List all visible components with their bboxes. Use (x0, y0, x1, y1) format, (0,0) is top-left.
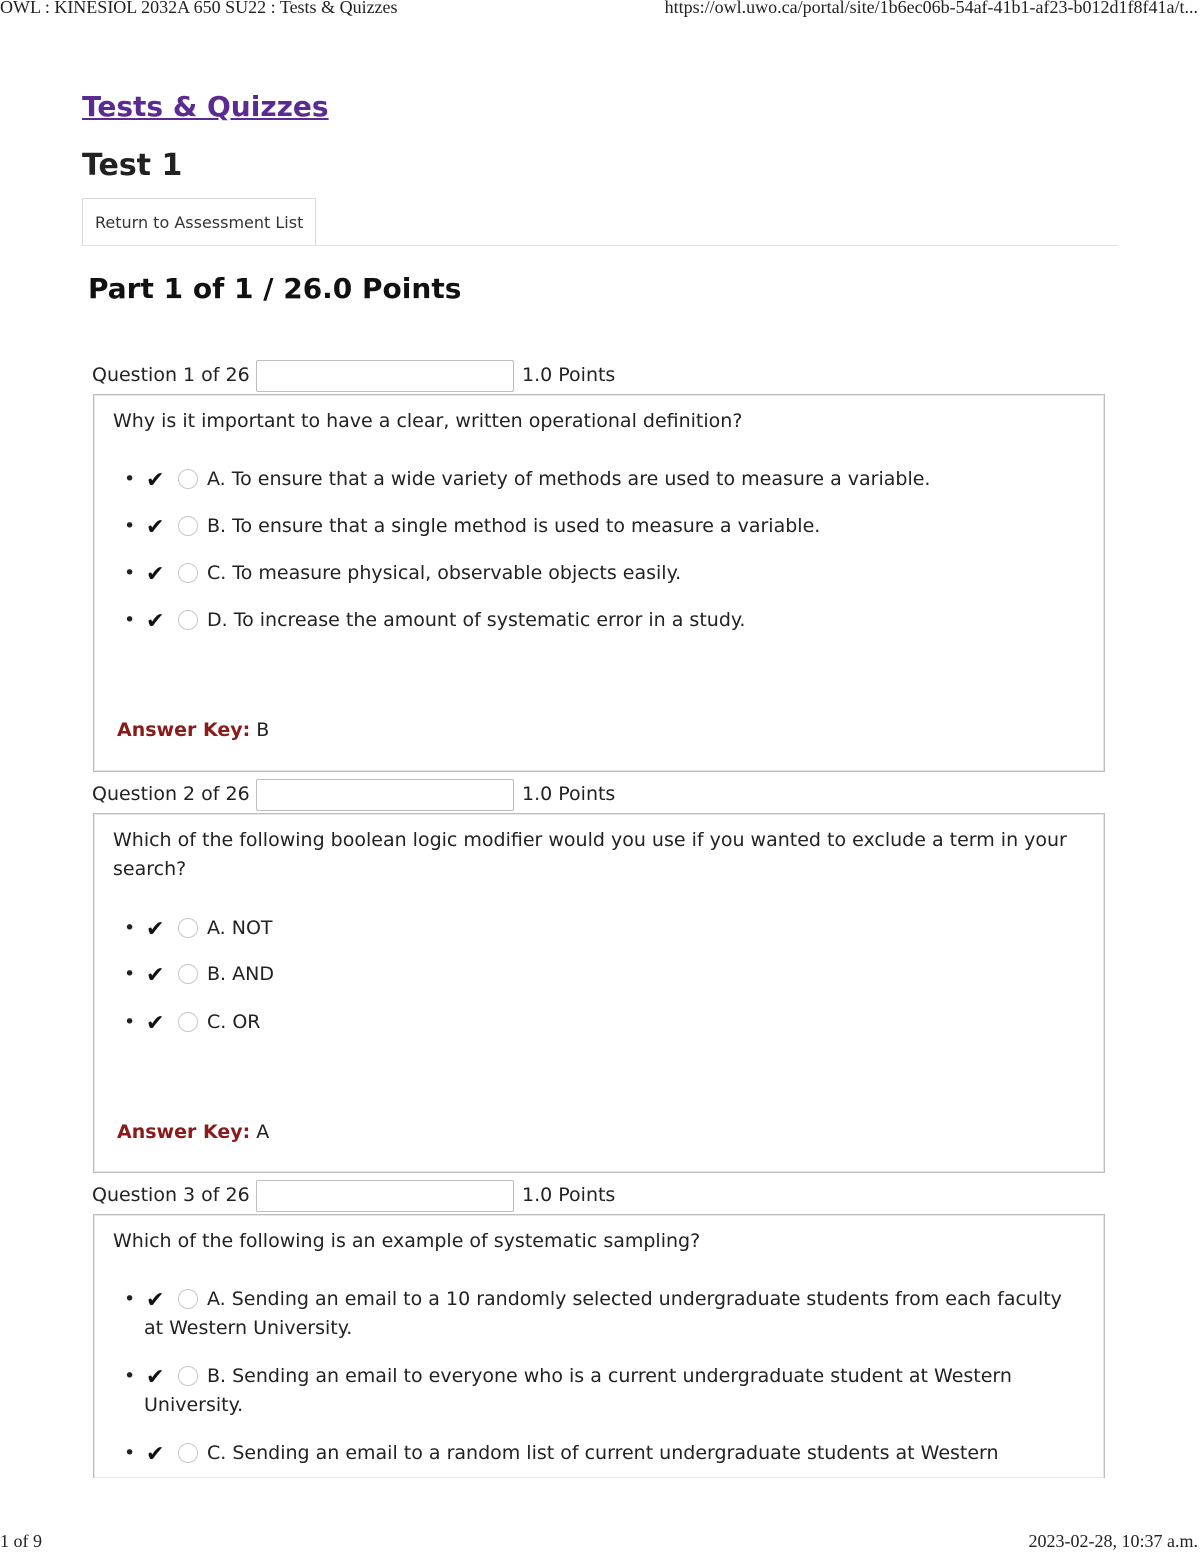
print-header (0, 0, 1200, 21)
page-title: Test 1 (82, 148, 183, 183)
bullet: • (124, 1442, 136, 1464)
option-text: C. Sending an email to a random list of current undergraduate students at Western (207, 1442, 999, 1464)
radio-button[interactable] (178, 610, 198, 630)
option-text: C. OR (207, 1011, 261, 1033)
option-text: B. To ensure that a single method is used to measure a variable. (207, 515, 821, 537)
radio-button[interactable] (178, 918, 198, 938)
page-counter: 1 of 9 (0, 1531, 42, 1551)
question-1-score-input[interactable] (256, 360, 514, 392)
answer-key-label: Answer Key: (117, 1121, 251, 1143)
bullet: • (124, 1365, 136, 1387)
bullet: • (124, 963, 136, 985)
question-2-answer-key (117, 1121, 269, 1143)
question-3-score-input[interactable] (256, 1180, 514, 1212)
question-2-option-a (124, 914, 1084, 943)
checkmark-icon: ✔ (146, 515, 165, 540)
print-header-url: https://owl.uwo.ca/portal/site/1b6ec06b-54af-41b1-af23-b012d1f8f41a/t... (664, 0, 1198, 17)
radio-button[interactable] (178, 1012, 198, 1032)
question-1-answer-key (117, 719, 269, 741)
question-3-text: Which of the following is an example of systematic sampling? (113, 1230, 701, 1252)
question-2-label: Question 2 of 26 (92, 783, 250, 805)
checkmark-icon: ✔ (146, 917, 165, 942)
question-3-box (93, 1214, 1105, 1478)
checkmark-icon: ✔ (146, 963, 165, 988)
breadcrumb-tests-quizzes[interactable]: Tests & Quizzes (82, 90, 329, 123)
question-1-option-d (124, 606, 1084, 635)
question-1-option-c (124, 559, 1084, 588)
checkmark-icon: ✔ (146, 1442, 165, 1467)
checkmark-icon: ✔ (146, 468, 165, 493)
answer-key-value: B (256, 719, 270, 741)
checkmark-icon: ✔ (146, 1288, 165, 1313)
checkmark-icon: ✔ (146, 1011, 165, 1036)
question-1-label: Question 1 of 26 (92, 364, 250, 386)
option-text: A. NOT (207, 917, 273, 939)
question-2-text: Which of the following boolean logic modifier would you use if you wanted to exclude a term in your search? (113, 829, 1067, 880)
bullet: • (124, 1288, 136, 1310)
question-1-option-a (124, 465, 1084, 494)
question-1-text: Why is it important to have a clear, written operational definition? (113, 410, 743, 432)
question-1-box (93, 394, 1105, 772)
radio-button[interactable] (178, 516, 198, 536)
checkmark-icon: ✔ (146, 1365, 165, 1390)
question-2-option-b (124, 960, 1084, 989)
part-title: Part 1 of 1 / 26.0 Points (88, 272, 462, 305)
print-header-title: OWL : KINESIOL 2032A 650 SU22 : Tests & Quizzes (0, 0, 398, 17)
bullet: • (124, 917, 136, 939)
question-2-option-c (124, 1008, 1084, 1037)
radio-button[interactable] (178, 563, 198, 583)
question-3-option-a (124, 1285, 1084, 1343)
option-text: C. To measure physical, observable objects easily. (207, 562, 682, 584)
bullet: • (124, 609, 136, 631)
answer-key-value: A (256, 1121, 270, 1143)
question-1-option-b (124, 512, 1084, 541)
print-timestamp: 2023-02-28, 10:37 a.m. (1028, 1531, 1198, 1551)
checkmark-icon: ✔ (146, 562, 165, 587)
radio-button[interactable] (178, 1366, 198, 1386)
question-3-option-c (124, 1439, 1084, 1468)
option-text: A. Sending an email to a 10 randomly selected undergraduate students from each faculty at Western University. (144, 1288, 1062, 1339)
bullet: • (124, 468, 136, 490)
option-text: B. AND (207, 963, 274, 985)
print-footer (0, 1531, 1200, 1555)
question-2-points: 1.0 Points (522, 783, 616, 805)
radio-button[interactable] (178, 1443, 198, 1463)
checkmark-icon: ✔ (146, 609, 165, 634)
question-2-score-input[interactable] (256, 779, 514, 811)
radio-button[interactable] (178, 1289, 198, 1309)
question-1-points: 1.0 Points (522, 364, 616, 386)
option-text: A. To ensure that a wide variety of methods are used to measure a variable. (207, 468, 931, 490)
tab-row (82, 198, 1118, 246)
option-text: B. Sending an email to everyone who is a current undergraduate student at Western University. (144, 1365, 1012, 1416)
question-3-option-b (124, 1362, 1084, 1420)
question-3-label: Question 3 of 26 (92, 1184, 250, 1206)
bullet: • (124, 1011, 136, 1033)
radio-button[interactable] (178, 469, 198, 489)
question-2-box (93, 813, 1105, 1173)
radio-button[interactable] (178, 964, 198, 984)
return-to-assessment-list-tab[interactable]: Return to Assessment List (82, 198, 316, 245)
bullet: • (124, 515, 136, 537)
bullet: • (124, 562, 136, 584)
question-3-points: 1.0 Points (522, 1184, 616, 1206)
answer-key-label: Answer Key: (117, 719, 251, 741)
option-text: D. To increase the amount of systematic error in a study. (207, 609, 746, 631)
